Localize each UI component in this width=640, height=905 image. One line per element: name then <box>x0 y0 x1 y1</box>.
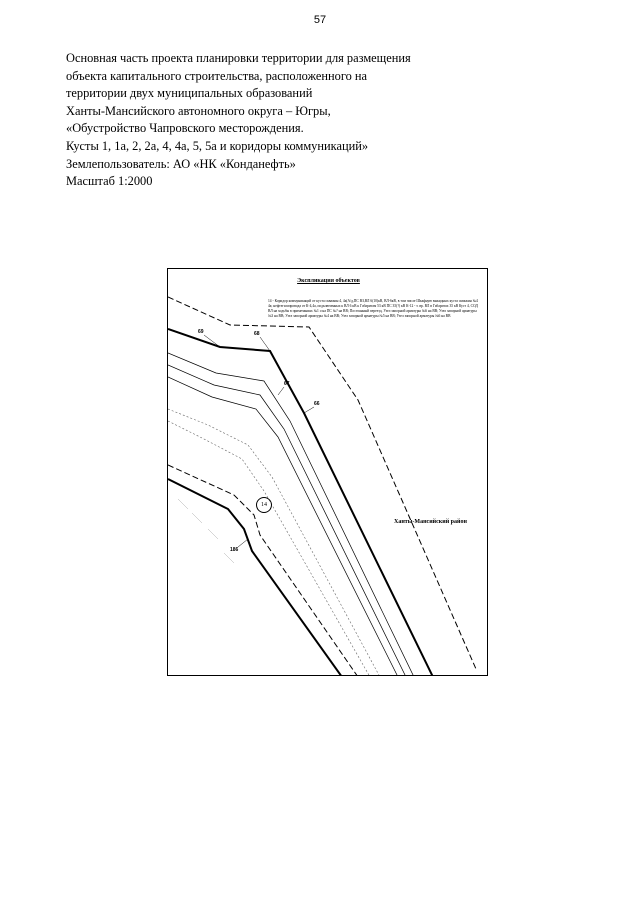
object-number-circle: 14 <box>256 497 272 513</box>
leader-line-67 <box>278 387 284 395</box>
document-header <box>66 50 486 191</box>
header-line: Ханты-Мансийского автономного округа – Югры, <box>66 103 331 118</box>
parcel-boundary-top <box>168 329 433 676</box>
header-line: Масштаб 1:2000 <box>66 174 153 189</box>
header-line: объекта капитального строительства, расположенного на <box>66 68 368 83</box>
header-line: «Обустройство Чапровского месторождения. <box>66 121 304 136</box>
page-number: 57 <box>313 14 327 26</box>
corridor-line-2 <box>168 365 406 676</box>
legend-text: 14 - Коридор коммуникаций от куста скважин 4, 4а(А/д,ПС ВЗ,ВЛ 6(10)кВ, ВЛ-6кВ, в том числе Шкафную выкидных куста скважин №4 4а; нефтегазопровода от К-4,4а, подключенных к ВЛ 6 кВ к Габаритам 53 кВ ПС 35(?) кВ К-12 - т. вр. ВЛ в Габаритах 35 кВ Куст 4, СОД ВЛ на ходьбы в примечаниях №1 о на ПС №? на ВВ; Постоянный переезд, Узел запорной арматуры №6 на ВВ; Узел запорной арматуры №3 на ВВ; Узел запорной арматуры №4 на ВВ; Узел запорной арматуры №5 на ВВ; Узел запорной арматуры №6 на ВВ <box>268 299 478 319</box>
district-label: Ханты-Мансийский район <box>394 519 467 525</box>
map-drawing <box>168 269 488 676</box>
header-line: Основная часть проекта планировки территории для размещения <box>66 51 411 65</box>
leader-line-68 <box>260 337 270 351</box>
header-line: территории двух муниципальных образований <box>66 86 313 101</box>
planning-map <box>167 268 488 676</box>
corridor-line-3 <box>168 377 398 676</box>
point-label-66: 66 <box>314 401 320 407</box>
point-label-69: 69 <box>198 329 204 335</box>
dotted-line-1 <box>168 409 380 676</box>
leader-line-66 <box>304 407 314 413</box>
header-line: Кусты 1, 1а, 2, 2а, 4, 4а, 5, 5а и коридоры коммуникаций» <box>66 138 369 153</box>
corridor-line-1 <box>168 353 414 676</box>
header-line: Землепользователь: АО «НК «Конданефть» <box>66 156 296 171</box>
point-label-68: 68 <box>254 331 260 337</box>
dashed-boundary-top <box>168 297 476 669</box>
leader-line-186 <box>238 539 248 547</box>
parcel-boundary-bottom <box>168 479 342 676</box>
legend-title: Экспликация объектов <box>297 278 360 284</box>
point-label-67: 67 <box>284 381 290 387</box>
point-label-186: 186 <box>230 547 239 553</box>
